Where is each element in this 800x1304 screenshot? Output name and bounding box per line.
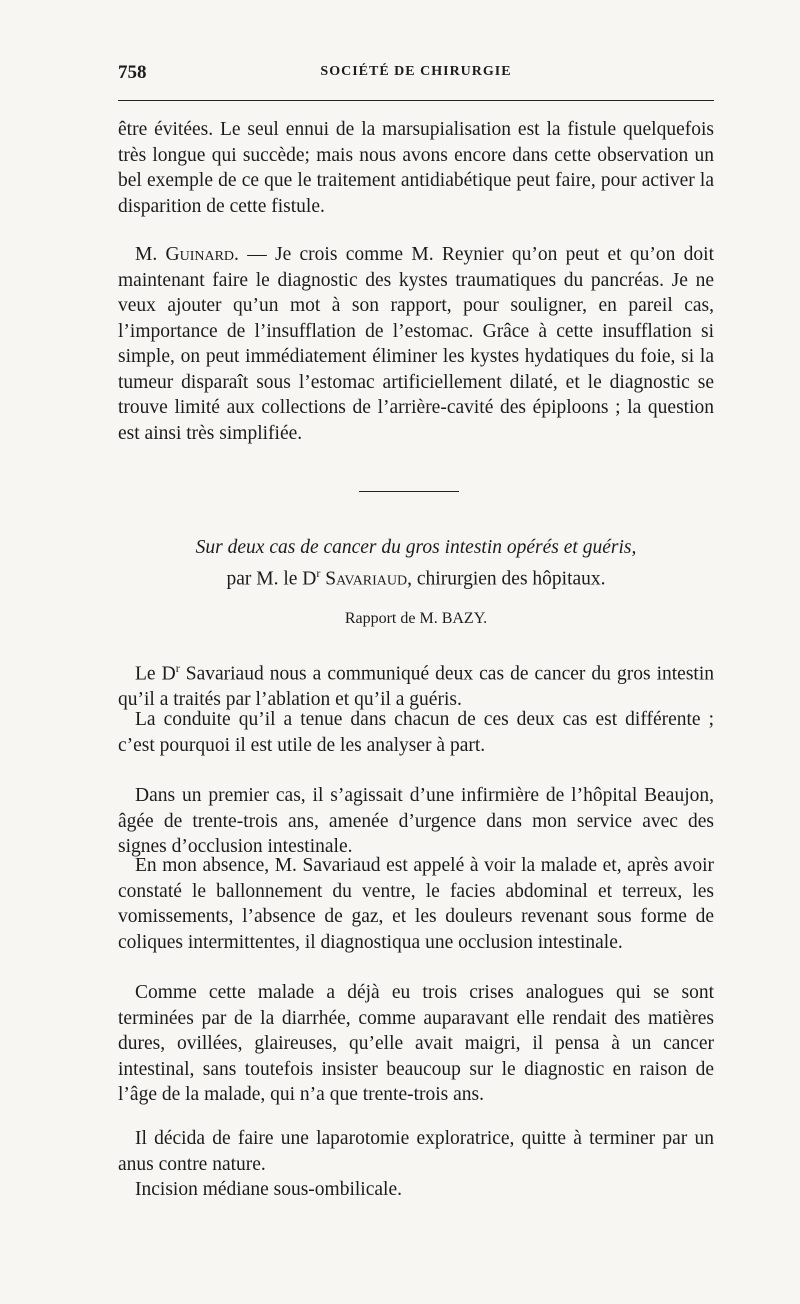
- paragraph-first-case: Dans un premier cas, il s’agissait d’une infirmière de l’hôpital Beaujon, âgée de trente-trois ans, amenée d’urgence dans mon service avec des signes d’occlusion intestinale.: [118, 785, 714, 857]
- paragraph-laparotomy: Il décida de faire une laparotomie exploratrice, quitte à terminer par un anus contre nature.: [118, 1128, 714, 1175]
- byline-suffix: chirurgien des hôpitaux.: [412, 568, 606, 590]
- paragraph-absence: En mon absence, M. Savariaud est appelé à voir la malade et, après avoir constaté le ballonnement du ventre, le facies abdominal et terreux, les vomissements, l’absence de gaz, et les douleurs revenant sous forme de coliques intermittentes, il diagnostiqua une occlusion intestinale.: [118, 855, 714, 953]
- intro-prefix: Le D: [135, 663, 176, 685]
- paragraph-intro: [118, 656, 714, 713]
- author-name: Savariaud,: [320, 568, 413, 590]
- intro-text: Savariaud nous a communiqué deux cas de cancer du gros intestin qu’il a traités par l’ablation et qu’il a guéris.: [118, 663, 714, 710]
- guinard-text: — Je crois comme M. Reynier qu’on peut et qu’on doit maintenant faire le diagnostic des kystes traumatiques du pancréas. Je ne veux ajouter qu’un mot à son rapport, pour souligner, en pareil cas, l’importance de l’insufflation de l’estomac. Grâce à cette insufflation si simple, on peut immédiatement éliminer les kystes hydatiques du foie, si la tumeur disparaît sous l’estomac artificiellement dilaté, et le diagnostic se trouve limité aux collections de l’arrière-cavité des épiploons ; la question est ainsi très simplifiée.: [118, 244, 714, 444]
- byline-prefix: par M. le D: [226, 568, 317, 590]
- paragraph-crises: Comme cette malade a déjà eu trois crises analogues qui se sont terminées par de la diarrhée, comme auparavant elle rendait des matières dures, ovillées, glaireuses, qu’elle avait maigri, il pensa à un cancer intestinal, sans toutefois insister beaucoup sur le diagnostic en raison de l’âge de la malade, qui n’a que trente-trois ans.: [118, 982, 714, 1105]
- paragraph-conduct: La conduite qu’il a tenue dans chacun de ces deux cas est différente ; c’est pourquoi il est utile de les analyser à part.: [118, 709, 714, 756]
- byline-sup: r: [316, 566, 321, 580]
- header-rule: [118, 100, 714, 101]
- report-line: Rapport de M. BAZY.: [344, 610, 488, 627]
- paragraph-incision: Incision médiane sous-ombilicale.: [135, 1179, 402, 1200]
- page-number: 758: [118, 62, 147, 83]
- article-title: Sur deux cas de cancer du gros intestin opérés et guéris,: [195, 537, 637, 558]
- running-title: SOCIÉTÉ DE CHIRURGIE: [320, 64, 512, 79]
- paragraph-guinard: [118, 242, 714, 446]
- paragraph-continuation: être évitées. Le seul ennui de la marsupialisation est la fistule quelquefois très longue qui succède; mais nous avons encore dans cette observation un bel exemple de ce que le traitement antidiabétique peut faire, pour activer la disparition de cette fistule.: [118, 119, 714, 217]
- section-divider: [359, 491, 459, 492]
- intro-sup: r: [175, 661, 180, 675]
- page-header: [118, 62, 714, 84]
- article-byline: [118, 561, 714, 592]
- speaker-name: M. Guinard.: [135, 244, 239, 265]
